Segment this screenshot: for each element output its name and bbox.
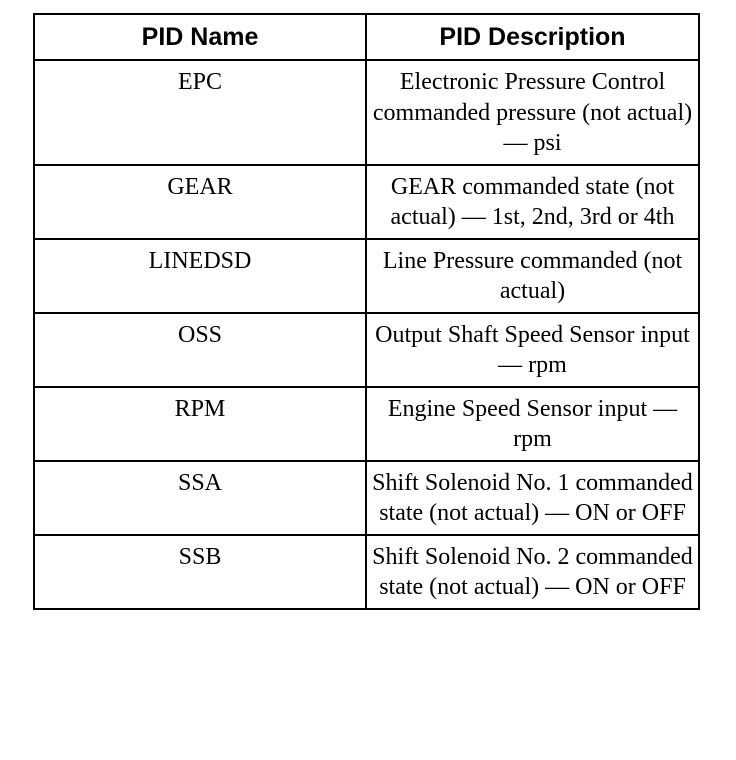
pid-name-cell: EPC bbox=[34, 60, 366, 165]
table-row bbox=[34, 461, 699, 535]
pid-name-cell: OSS bbox=[34, 313, 366, 387]
table-row bbox=[34, 535, 699, 609]
pid-name-cell: GEAR bbox=[34, 165, 366, 239]
pid-description-cell: Shift Solenoid No. 1 commanded state (not actual) — ON or OFF bbox=[366, 461, 699, 535]
table-row bbox=[34, 239, 699, 313]
table-row bbox=[34, 313, 699, 387]
pid-description-cell: Shift Solenoid No. 2 commanded state (not actual) — ON or OFF bbox=[366, 535, 699, 609]
pid-name-cell: SSB bbox=[34, 535, 366, 609]
pid-name-cell: SSA bbox=[34, 461, 366, 535]
pid-name-cell: LINEDSD bbox=[34, 239, 366, 313]
pid-description-cell: Engine Speed Sensor input — rpm bbox=[366, 387, 699, 461]
pid-description-cell: Output Shaft Speed Sensor input — rpm bbox=[366, 313, 699, 387]
table-row bbox=[34, 387, 699, 461]
pid-name-cell: RPM bbox=[34, 387, 366, 461]
pid-table bbox=[33, 13, 700, 610]
header-pid-name: PID Name bbox=[34, 14, 366, 60]
pid-description-cell: Line Pressure commanded (not actual) bbox=[366, 239, 699, 313]
table-row bbox=[34, 60, 699, 165]
pid-description-cell: Electronic Pressure Control commanded pressure (not actual) — psi bbox=[366, 60, 699, 165]
table-header bbox=[34, 14, 699, 60]
table-body bbox=[34, 60, 699, 609]
table-row bbox=[34, 165, 699, 239]
pid-description-cell: GEAR commanded state (not actual) — 1st, 2nd, 3rd or 4th bbox=[366, 165, 699, 239]
header-row bbox=[34, 14, 699, 60]
header-pid-description: PID Description bbox=[366, 14, 699, 60]
